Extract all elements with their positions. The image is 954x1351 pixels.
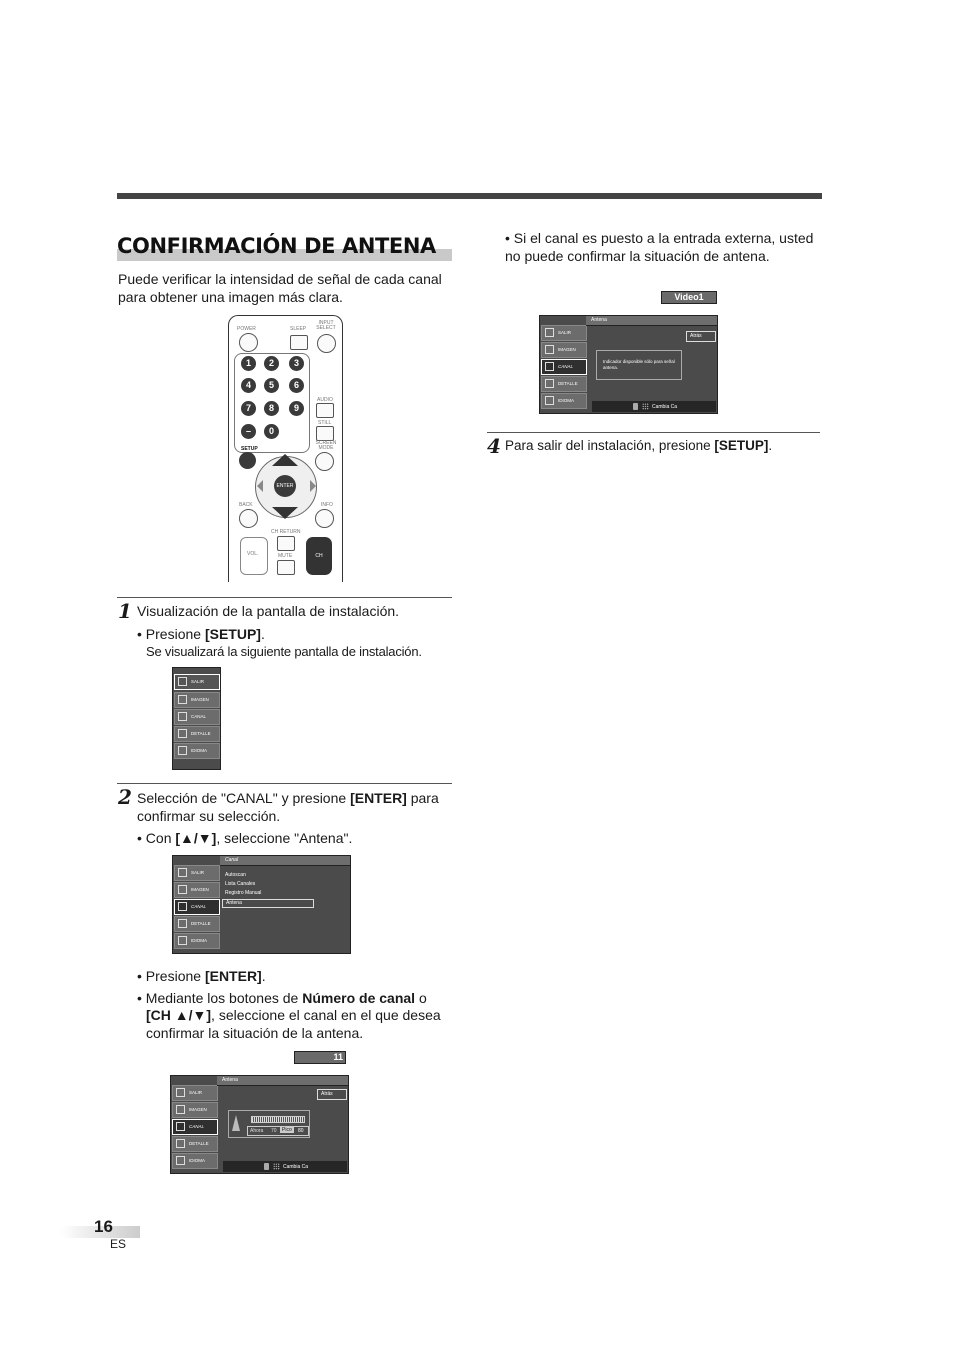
step1-bullet: • Presione [SETUP]. [137, 626, 265, 642]
picture-icon [178, 885, 187, 894]
channel-icon [178, 902, 187, 911]
signal-strength-bar [251, 1116, 305, 1123]
picture-icon [178, 695, 187, 704]
step2-rule [117, 783, 452, 784]
setup-button [239, 452, 256, 469]
menu-item-imagen: IMAGEN [541, 342, 587, 358]
menu-item-salir: SALIR [541, 325, 587, 341]
menu-item-detalle: DETALLE [172, 1136, 218, 1152]
step4-number: 4 [487, 434, 501, 458]
detail-icon [178, 919, 187, 928]
exit-icon [178, 868, 187, 877]
still-button [316, 426, 334, 441]
step2-bullet3-line2: [CH ▲/▼], seleccione el canal en el que desea confirmar la situación de la antena. [146, 1007, 441, 1041]
menu-item-salir: SALIR [172, 1085, 218, 1101]
detail-icon [178, 729, 187, 738]
num-7-button: 7 [241, 401, 256, 416]
antena-screen [170, 1075, 349, 1174]
language-icon [178, 746, 187, 755]
canal-header: Canal [225, 857, 239, 863]
intro-text: Puede verificar la intensidad de señal de cada canal para obtener una imagen más clara. [118, 271, 442, 305]
vol-label: VOL. [247, 551, 259, 557]
still-label: STILL [318, 420, 332, 426]
menu-item-imagen: IMAGEN [174, 692, 220, 708]
signal-meter-box [228, 1110, 310, 1138]
antena-header: Antena [591, 317, 607, 323]
page-language: ES [110, 1237, 127, 1251]
num-1-button: 1 [241, 356, 256, 371]
antena-footer: Cambia Ca [223, 1161, 347, 1172]
menu-item-canal: CANAL [172, 1119, 218, 1135]
remote-icon [633, 403, 638, 410]
page-number: 16 [94, 1217, 113, 1236]
antena-footer: Cambia Ca [592, 401, 716, 412]
vol-rocker [240, 537, 268, 575]
step2-bullet3-line1: • Mediante los botones de Número de canal o [137, 990, 427, 1006]
step4-rule [487, 432, 820, 433]
external-input-note: • Si el canal es puesto a la entrada externa, usted no puede confirmar la situación de antena. [505, 230, 814, 264]
atras-button: Atrás [686, 331, 716, 342]
antena-header-bar [217, 1076, 348, 1086]
menu-item-imagen: IMAGEN [174, 882, 220, 898]
enter-button: ENTER [274, 475, 296, 497]
antena-header: Antena [222, 1077, 238, 1083]
menu-item-detalle: DETALLE [174, 916, 220, 932]
channel-icon [545, 362, 554, 371]
num-0-button: 0 [264, 424, 279, 439]
step2-bullet2: • Presione [ENTER]. [137, 968, 266, 984]
signal-readout: Ahora 70 Pico 80 [247, 1126, 309, 1136]
antena-header-bar [586, 316, 717, 326]
remote-control-illustration [228, 315, 343, 582]
keypad-icon [273, 1163, 280, 1170]
antenna-only-message-box [596, 350, 682, 380]
language-icon [176, 1156, 185, 1165]
right-arrow-icon [310, 480, 316, 492]
step1-text: Visualización de la pantalla de instalación. [137, 603, 400, 619]
step1-number: 1 [118, 599, 132, 623]
back-label: BACK [239, 502, 253, 508]
num-2-button: 2 [264, 356, 279, 371]
menu-item-salir: SALIR [174, 865, 220, 881]
detail-icon [176, 1139, 185, 1148]
power-label: POWER [237, 326, 256, 332]
mute-label: MUTE [278, 553, 293, 559]
num-9-button: 9 [289, 401, 304, 416]
video1-badge: Video1 [661, 291, 717, 304]
menu-item-detalle: DETALLE [174, 726, 220, 742]
info-button [315, 509, 334, 528]
picture-icon [176, 1105, 185, 1114]
canal-option-antena: Antena [222, 899, 314, 908]
sleep-button [290, 335, 308, 350]
menu-item-canal: CANAL [174, 709, 220, 725]
canal-option-lista: Lista Canales [225, 881, 256, 887]
screen-mode-button [315, 452, 334, 471]
num-3-button: 3 [289, 356, 304, 371]
step1-rule [117, 597, 452, 598]
setup-menu-screen [172, 667, 221, 770]
channel-icon [176, 1122, 185, 1131]
remote-icon [264, 1163, 269, 1170]
setup-label: SETUP [241, 446, 258, 452]
input-select-button [317, 334, 336, 353]
ch-return-button [277, 536, 295, 551]
page-title: CONFIRMACIÓN DE ANTENA [117, 234, 436, 258]
ch-rocker: CH [306, 537, 332, 575]
left-arrow-icon [257, 480, 263, 492]
sleep-label: SLEEP [290, 326, 307, 332]
atras-button: Atrás [317, 1089, 347, 1100]
language-icon [178, 936, 187, 945]
menu-item-detalle: DETALLE [541, 376, 587, 392]
menu-item-canal: CANAL [541, 359, 587, 375]
step2-number: 2 [118, 785, 132, 809]
menu-item-idioma: IDIOMA [172, 1153, 218, 1169]
down-arrow-icon [272, 507, 298, 519]
menu-item-imagen: IMAGEN [172, 1102, 218, 1118]
channel-icon [178, 712, 187, 721]
num-6-button: 6 [289, 378, 304, 393]
antena-external-screen [539, 315, 718, 414]
canal-option-autoscan: Autoscan [225, 872, 246, 878]
step4-text: Para salir del instalación, presione [SETUP]. [505, 438, 773, 453]
menu-item-salir: SALIR [174, 674, 220, 690]
top-rule [117, 193, 822, 199]
audio-label: AUDIO [317, 397, 333, 403]
exit-icon [545, 328, 554, 337]
step2-bullet: • Con [▲/▼], seleccione "Antena". [137, 830, 353, 846]
canal-header-bar [220, 856, 350, 866]
input-select-label: INPUT SELECT [316, 320, 336, 331]
menu-item-idioma: IDIOMA [174, 743, 220, 759]
back-button [239, 509, 258, 528]
exit-icon [178, 677, 187, 686]
detail-icon [545, 379, 554, 388]
menu-item-idioma: IDIOMA [541, 393, 587, 409]
step1-sub: Se visualizará la siguiente pantalla de instalación. [146, 644, 422, 659]
exit-icon [176, 1088, 185, 1097]
mute-button [277, 560, 295, 575]
antenna-tower-icon [232, 1115, 240, 1131]
menu-item-canal: CANAL [174, 899, 220, 915]
screen-mode-label: SCREEN MODE [315, 440, 337, 451]
power-button [239, 333, 258, 352]
language-icon [545, 396, 554, 405]
antenna-only-message: Indicador disponible sólo para señal antena. [603, 359, 675, 370]
info-label: INFO [321, 502, 333, 508]
keypad-icon [642, 403, 649, 410]
canal-option-registro: Registro Manual [225, 890, 262, 896]
num-8-button: 8 [264, 401, 279, 416]
dash-button: – [241, 424, 256, 439]
picture-icon [545, 345, 554, 354]
num-4-button: 4 [241, 378, 256, 393]
ch-return-label: CH RETURN [271, 529, 301, 535]
audio-button [316, 403, 334, 418]
canal-menu-screen [172, 855, 351, 954]
channel-badge: 11 [294, 1051, 346, 1064]
menu-item-idioma: IDIOMA [174, 933, 220, 949]
step2-text: Selección de "CANAL" y presione [ENTER] para confirmar su selección. [137, 790, 439, 824]
up-arrow-icon [272, 454, 298, 466]
num-5-button: 5 [264, 378, 279, 393]
